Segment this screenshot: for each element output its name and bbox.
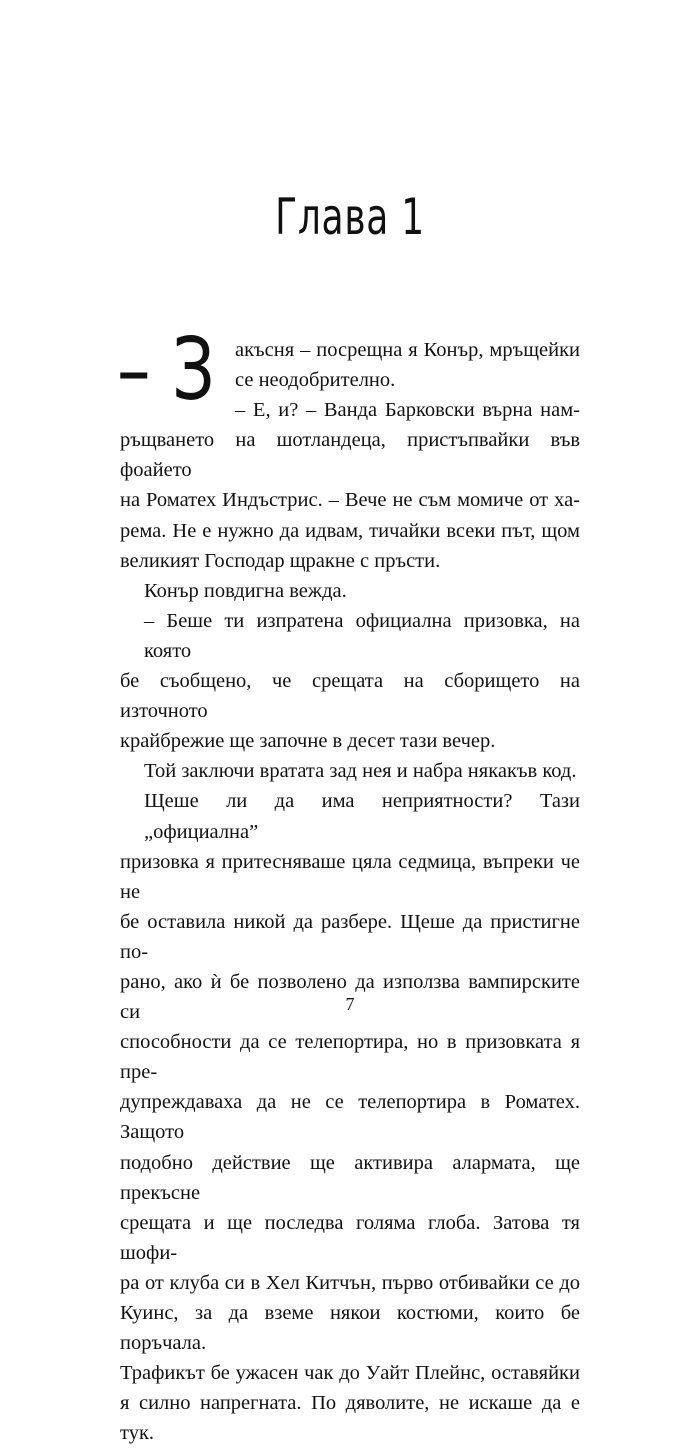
- text-line: бе оставила никой да разбере. Щеше да пристигне по-: [120, 910, 580, 963]
- chapter-title: Глава 1: [275, 188, 425, 246]
- text-line: акъсня – посрещна я Конър, мръщейки: [235, 339, 580, 361]
- text-line: – Е, и? – Ванда Барковски върна нам-: [235, 399, 580, 422]
- text-line: Той заключи вратата зад нея и набра някакъв код.: [144, 760, 577, 783]
- text-line: се неодобрително.: [235, 369, 396, 392]
- text-line: ръщването на шотландеца, пристъпвайки във фоайето: [120, 429, 580, 482]
- text-line: Щеше ли да има неприятности? Тази „официална”: [144, 790, 580, 843]
- text-line: – Беше ти изпратена официална призовка, на която: [144, 609, 580, 662]
- text-line: призовка я притесняваше цяла седмица, въпреки че не: [120, 850, 580, 903]
- text-line: способности да се телепортира, но в призовката я пре-: [120, 1031, 580, 1084]
- text-line: бе съобщено, че срещата на сборището на източното: [120, 670, 580, 723]
- text-line: я силно напрегната. По дяволите, не искаше да е тук.: [120, 1392, 580, 1445]
- text-line: рема. Не е нужно да идвам, тичайки всеки път, щом: [120, 519, 580, 542]
- text-line: рано, ако ѝ бе позволено да използва вампирските си: [120, 970, 580, 1024]
- text-line: ра от клуба си в Хел Китчън, първо отбивайки се до: [120, 1271, 580, 1294]
- text-line: Куинс, за да вземе някои костюми, които бе поръчала.: [120, 1302, 580, 1355]
- text-line: Трафикът бе ужасен чак до Уайт Плейнс, оставяйки: [120, 1362, 580, 1385]
- text-line: крайбрежие ще започне в десет тази вечер.: [120, 730, 496, 753]
- text-line: на Роматех Индъстрис. – Вече не съм момиче от ха-: [120, 489, 580, 512]
- text-line: великият Господар щракне с пръсти.: [120, 549, 441, 572]
- drop-cap: – З: [117, 320, 215, 420]
- text-line: дупреждаваха да не се телепортира в Роматех. Защото: [120, 1091, 580, 1144]
- text-line: Конър повдигна вежда.: [144, 579, 347, 602]
- text-line: подобно действие ще активира алармата, ще прекъсне: [120, 1151, 580, 1204]
- text-line: срещата и ще последва голяма глоба. Затова тя шофи-: [120, 1211, 580, 1264]
- body-text: [120, 335, 580, 1448]
- page-number: 7: [345, 994, 355, 1014]
